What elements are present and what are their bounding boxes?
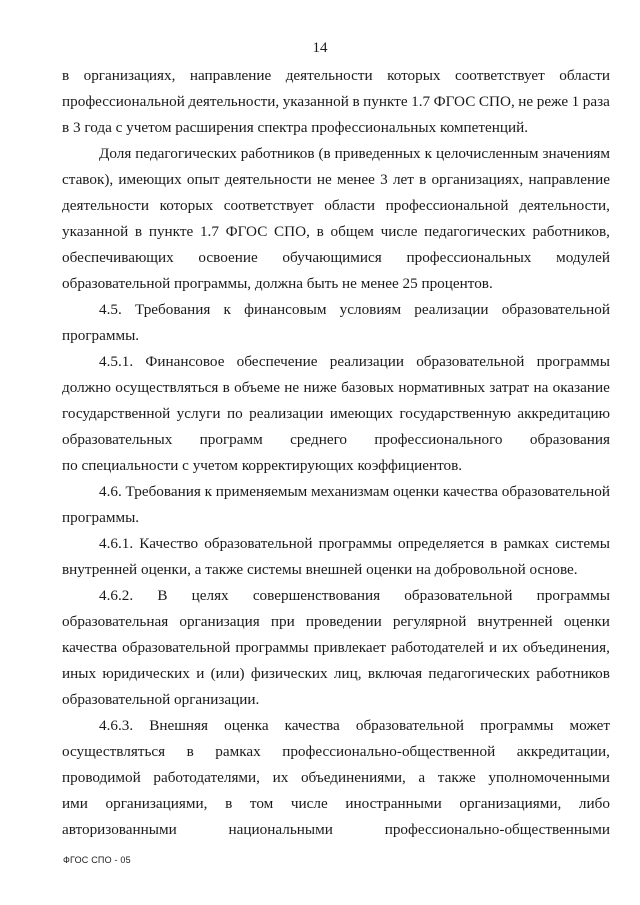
word: государственной — [62, 405, 171, 422]
word: рамках — [503, 535, 550, 552]
word: обучающимися — [282, 249, 382, 266]
word: в — [419, 171, 427, 188]
word: условиям — [339, 301, 402, 318]
word: осуществляться — [115, 379, 219, 396]
word: качества — [442, 483, 498, 500]
word: деятельности, — [519, 197, 610, 214]
word: проводимой — [62, 769, 141, 786]
word: аккредитации, — [516, 743, 610, 760]
word: образовательной — [404, 587, 513, 604]
word: 4.6.3. — [99, 717, 134, 734]
word: образовательная — [62, 613, 169, 630]
word: осуществляться — [62, 743, 166, 760]
word: на — [533, 379, 549, 396]
word: значениям — [542, 145, 610, 162]
word: ФГОС — [433, 93, 476, 110]
word: профессиональной — [62, 93, 185, 110]
word: среднего — [290, 431, 348, 448]
word: оценка — [224, 717, 269, 734]
word: привлекает — [313, 639, 387, 656]
word: объединениями, — [300, 769, 406, 786]
word: целочисленным — [435, 145, 539, 162]
text-line: внутренней оценки, а также системы внешней оценки на добровольной основе. — [62, 561, 578, 578]
text-line — [62, 635, 610, 661]
word: в — [352, 93, 360, 110]
word: 1.7 — [199, 223, 219, 240]
word: педагогических — [424, 223, 526, 240]
word: образовательной — [416, 353, 525, 370]
word: ставок), — [62, 171, 114, 188]
text-line — [62, 297, 610, 323]
word: образовательной — [501, 301, 610, 318]
word: в — [316, 223, 324, 240]
word: общем — [330, 223, 374, 240]
word: СПО, — [274, 223, 310, 240]
word: реже — [536, 93, 569, 110]
text-line — [62, 661, 610, 687]
word: деятельности — [224, 171, 312, 188]
word: затрат — [489, 379, 530, 396]
word: к — [223, 301, 231, 318]
word: 1.7 — [411, 93, 431, 110]
word: механизмам — [311, 483, 390, 500]
text-line — [62, 349, 610, 375]
word: в — [62, 67, 70, 84]
text-line — [62, 713, 610, 739]
word: может — [569, 717, 610, 734]
word: реализации — [329, 353, 404, 370]
word: деятельности — [285, 67, 373, 84]
word: реализации — [249, 405, 324, 422]
word: профессионально-общественными — [384, 821, 610, 838]
word: образовательных — [62, 431, 173, 448]
text-line: по специальности с учетом корректирующих коэффициентов. — [62, 457, 463, 474]
text-line — [62, 817, 610, 843]
word: 4.5. — [99, 301, 122, 318]
text-line — [62, 609, 610, 635]
word: ниже — [303, 379, 337, 396]
word: качества — [284, 717, 340, 734]
word: также — [437, 769, 476, 786]
word: организациями, — [459, 795, 562, 812]
word: Качество — [139, 535, 199, 552]
word: работников — [240, 145, 315, 162]
word: применяемым — [215, 483, 308, 500]
text-line: образовательной программы, должна быть не менее 25 процентов. — [62, 275, 493, 292]
word: их — [502, 639, 518, 656]
word: образовательной — [501, 483, 610, 500]
word: 1 — [571, 93, 580, 110]
word: национальными — [228, 821, 333, 838]
text-line — [62, 765, 610, 791]
word: имеющих — [329, 405, 394, 422]
word: профессиональной — [385, 197, 509, 214]
word: и — [196, 665, 205, 682]
word: педагогических — [135, 145, 237, 162]
word: соответствует — [454, 67, 545, 84]
text-line — [62, 401, 610, 427]
word: обеспечение — [236, 353, 318, 370]
word: Требования — [135, 301, 211, 318]
word: финансовым — [244, 301, 327, 318]
word: 4.5.1. — [99, 353, 134, 370]
footer-label: ФГОС СПО - 05 — [63, 855, 131, 865]
text-line — [62, 583, 610, 609]
word: к — [424, 145, 432, 162]
word: том — [249, 795, 274, 812]
word: организациях, — [431, 171, 524, 188]
word: авторизованными — [62, 821, 177, 838]
text-line: программы. — [62, 509, 140, 526]
word: организация — [179, 613, 260, 630]
word: государственную — [399, 405, 511, 422]
word: педагогических — [428, 665, 530, 682]
word: аккредитацию — [517, 405, 610, 422]
word: СПО, — [478, 93, 515, 110]
text-line — [62, 245, 610, 271]
word: в — [134, 223, 143, 240]
word: оценки — [392, 483, 440, 500]
word: области — [559, 67, 610, 84]
word: лет — [392, 171, 414, 188]
word: внутренней — [477, 613, 553, 630]
word: пункте — [148, 223, 194, 240]
word: указанной — [282, 93, 349, 110]
word: в — [186, 743, 194, 760]
document-body — [62, 63, 610, 843]
word: образования — [529, 431, 610, 448]
word: области — [324, 197, 375, 214]
word: к — [204, 483, 213, 500]
word: В — [157, 587, 168, 604]
word: образовательной — [204, 535, 313, 552]
word: объединения, — [522, 639, 610, 656]
word: реализации — [414, 301, 489, 318]
word: базовых — [341, 379, 395, 396]
word: программы — [536, 353, 610, 370]
word: объеме — [234, 379, 280, 396]
word: программы — [235, 639, 309, 656]
word: при — [270, 613, 295, 630]
word: раза — [582, 93, 610, 110]
word: нормативных — [398, 379, 486, 396]
word: программы — [318, 535, 392, 552]
word: должно — [62, 379, 111, 396]
word: не — [316, 171, 332, 188]
word: деятельности — [62, 197, 149, 214]
word: организациями, — [105, 795, 208, 812]
word: 4.6. — [99, 483, 122, 500]
word: Требования — [125, 483, 201, 500]
text-line — [62, 89, 610, 115]
text-line — [62, 791, 610, 817]
word: либо — [578, 795, 610, 812]
word: совершенствования — [252, 587, 381, 604]
text-line — [62, 167, 610, 193]
text-line: в 3 года с учетом расширения спектра профессиональных компетенций. — [62, 119, 529, 136]
word: модулей — [556, 249, 610, 266]
word: оказание — [552, 379, 610, 396]
text-line — [62, 219, 610, 245]
word: которых — [387, 67, 441, 84]
word: соответствует — [223, 197, 314, 214]
word: образовательной — [122, 639, 231, 656]
word: и — [488, 639, 498, 656]
word: опыт — [186, 171, 220, 188]
word: направление — [189, 67, 272, 84]
word: включая — [367, 665, 423, 682]
word: указанной — [62, 223, 129, 240]
word: проведении — [305, 613, 382, 630]
word: работодателей — [391, 639, 484, 656]
word: профессиональных — [406, 249, 532, 266]
word: услуги — [176, 405, 221, 422]
word: определяется — [398, 535, 485, 552]
word: уполномоченными — [488, 769, 610, 786]
word: качества — [62, 639, 118, 656]
word: освоение — [198, 249, 258, 266]
word: направление — [528, 171, 610, 188]
word: приведенных — [334, 145, 421, 162]
word: 4.6.1. — [99, 535, 134, 552]
word: лиц, — [333, 665, 362, 682]
text-line: образовательной организации. — [62, 691, 260, 708]
word: профессионального — [374, 431, 503, 448]
text-line — [62, 739, 610, 765]
word: физических — [250, 665, 328, 682]
word: программы — [480, 717, 554, 734]
text-line — [62, 479, 610, 505]
word: числе — [380, 223, 418, 240]
word: не — [518, 93, 534, 110]
word: регулярной — [392, 613, 467, 630]
word: программ — [199, 431, 263, 448]
word: обеспечивающих — [62, 249, 174, 266]
word: (в — [318, 145, 331, 162]
word: (или) — [210, 665, 245, 682]
word: имеющих — [118, 171, 182, 188]
word: менее — [336, 171, 375, 188]
word: а — [418, 769, 426, 786]
word: не — [284, 379, 300, 396]
word: Внешняя — [149, 717, 209, 734]
word: системы — [555, 535, 610, 552]
word: работников — [536, 665, 610, 682]
word: программы — [536, 587, 610, 604]
text-line — [62, 193, 610, 219]
text-line — [62, 141, 610, 167]
word: работников, — [532, 223, 610, 240]
text-line — [62, 531, 610, 557]
word: Финансовое — [145, 353, 225, 370]
word: пункте — [363, 93, 408, 110]
text-line — [62, 427, 610, 453]
page-number: 14 — [312, 40, 328, 56]
word: ими — [62, 795, 88, 812]
word: профессионально-общественной — [282, 743, 496, 760]
word: по — [226, 405, 243, 422]
word: деятельности, — [188, 93, 280, 110]
word: их — [272, 769, 289, 786]
word: образовательной — [355, 717, 465, 734]
word: 4.6.2. — [99, 587, 134, 604]
word: юридических — [102, 665, 190, 682]
word: целях — [191, 587, 229, 604]
word: Доля — [99, 145, 132, 162]
word: которых — [159, 197, 214, 214]
text-line — [62, 375, 610, 401]
word: в — [225, 795, 233, 812]
word: в — [490, 535, 498, 552]
text-line — [62, 63, 610, 89]
word: оценки — [563, 613, 610, 630]
text-line: программы. — [62, 327, 140, 344]
word: 3 — [380, 171, 388, 188]
word: в — [222, 379, 230, 396]
word: работодателями, — [153, 769, 260, 786]
word: ФГОС — [225, 223, 268, 240]
word: рамках — [215, 743, 261, 760]
word: иных — [62, 665, 97, 682]
word: числе — [290, 795, 328, 812]
word: иностранными — [345, 795, 442, 812]
word: организациях, — [83, 67, 176, 84]
